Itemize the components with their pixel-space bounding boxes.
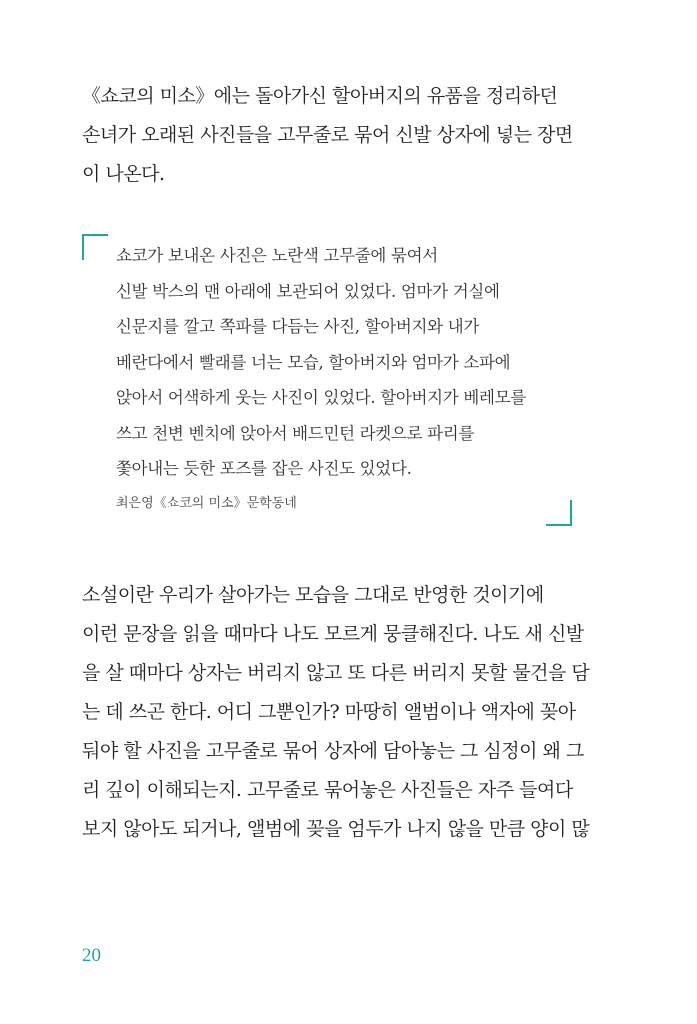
text-line: 는 데 쓰곤 한다. 어디 그뿐인가? 마땅히 앨범이나 액자에 꽂아	[82, 701, 576, 723]
quote-open-bracket	[82, 234, 108, 260]
body-paragraph	[82, 576, 622, 849]
quote-close-bracket	[546, 500, 572, 526]
text-line: 을 살 때마다 상자는 버리지 않고 또 다른 버리지 못할 물건을 담	[82, 662, 590, 684]
text-line: 《쇼코의 미소》에는 돌아가신 할아버지의 유품을 정리하던	[82, 85, 558, 107]
text-line: 손녀가 오래된 사진들을 고무줄로 묶어 신발 상자에 넣는 장면	[82, 124, 573, 146]
quote-line: 쇼코가 보내온 사진은 노란색 고무줄에 묶여서	[116, 246, 438, 265]
quote-source: 최은영《쇼코의 미소》문학동네	[116, 496, 297, 511]
page-number: 20	[82, 945, 101, 966]
quote-text	[116, 238, 526, 487]
quote-line: 신발 박스의 맨 아래에 보관되어 있었다. 엄마가 거실에	[116, 281, 500, 301]
text-line: 리 깊이 이해되는지. 고무줄로 묶어놓은 사진들은 자주 들여다	[82, 779, 573, 801]
quote-block	[82, 234, 572, 526]
text-line: 이런 문장을 읽을 때마다 나도 모르게 뭉클해진다. 나도 새 신발	[82, 623, 584, 645]
intro-paragraph	[82, 77, 622, 194]
quote-line: 쫓아내는 듯한 포즈를 잡은 사진도 있었다.	[116, 459, 412, 478]
text-line: 둬야 할 사진을 고무줄로 묶어 상자에 담아놓는 그 심정이 왜 그	[82, 740, 584, 762]
text-line: 소설이란 우리가 살아가는 모습을 그대로 반영한 것이기에	[82, 584, 544, 606]
text-line: 보지 않아도 되거나, 앨범에 꽂을 엄두가 나지 않을 만큼 양이 많	[82, 818, 590, 840]
quote-line: 베란다에서 빨래를 너는 모습, 할아버지와 엄마가 소파에	[116, 352, 511, 372]
quote-line: 앉아서 어색하게 웃는 사진이 있었다. 할아버지가 베레모를	[116, 388, 526, 407]
quote-line: 쓰고 천변 벤치에 앉아서 배드민턴 라켓으로 파리를	[116, 423, 475, 443]
text-line: 이 나온다.	[82, 163, 165, 185]
quote-line: 신문지를 깔고 쪽파를 다듬는 사진, 할아버지와 내가	[116, 317, 480, 336]
